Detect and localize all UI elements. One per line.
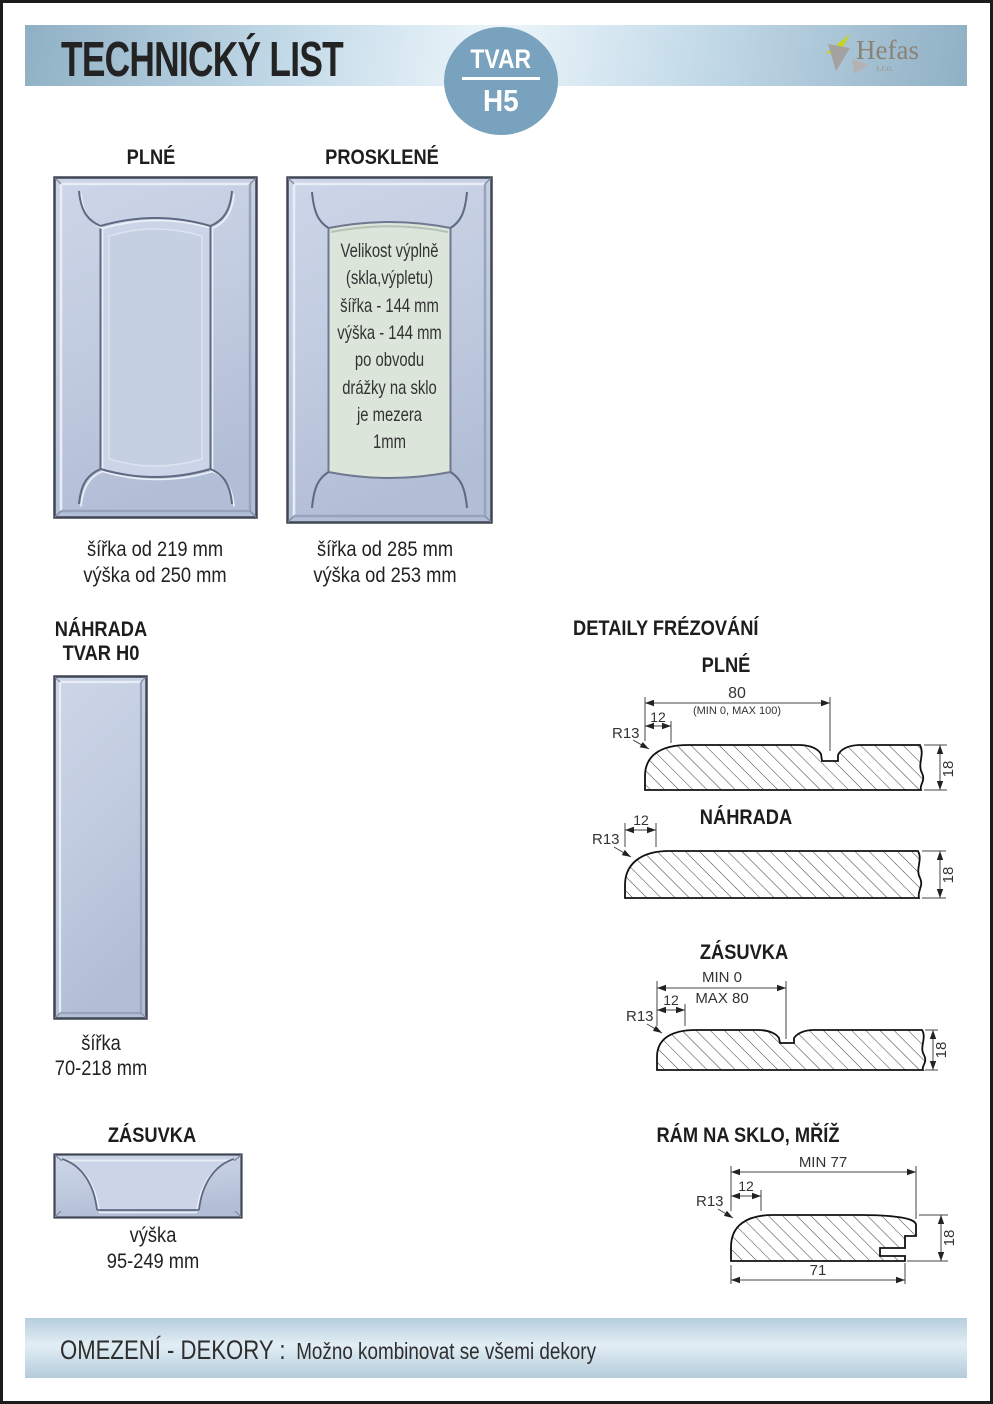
page-title: TECHNICKÝ LIST [61, 33, 343, 87]
label-profile-ram: RÁM NA SKLO, MŘÍŽ [656, 1123, 840, 1147]
dim-thickness: 18 [940, 866, 957, 884]
dim-left: 12 [738, 1178, 754, 1194]
caption-nahrada-dim-label: šířka [81, 1031, 121, 1055]
glass-line: po obvodu [354, 349, 425, 371]
milling-profile [645, 745, 923, 790]
milling-profile [731, 1215, 916, 1261]
badge-shape-label: TVAR [470, 43, 532, 74]
glass-line: je mezera [357, 404, 423, 426]
label-profile-zasuvka: ZÁSUVKA [699, 940, 789, 964]
dim-min: MIN 0 [701, 969, 743, 986]
dim-radius: R13 [592, 831, 620, 848]
badge-divider [462, 77, 540, 81]
zasuvka-front-illustration [53, 1153, 243, 1219]
logo-suffix: s.r.o. [876, 63, 894, 73]
footer-note: Možno kombinovat se všemi dekory [296, 1338, 597, 1364]
label-plne-door: PLNÉ [126, 145, 176, 169]
dim-left: 12 [650, 709, 666, 725]
hefas-logo [818, 27, 968, 99]
glass-line: výška - 144 mm [337, 322, 442, 344]
footer-text [60, 1335, 596, 1366]
dim-top: MIN 77 [798, 1154, 848, 1171]
caption-plne-height: výška od 250 mm [83, 563, 227, 587]
label-nahrada-line1: NÁHRADA [54, 617, 148, 641]
glass-line: drážky na sklo [342, 377, 437, 399]
dim-bottom: 71 [809, 1262, 827, 1279]
label-profile-plne: PLNÉ [701, 653, 751, 677]
dim-radius: R13 [696, 1193, 724, 1210]
dim-top: 80 [728, 685, 746, 702]
logo-name: Hefas [856, 35, 919, 65]
profile-ram-drawing [578, 1153, 978, 1293]
profile-nahrada-drawing [578, 801, 973, 906]
dim-top-note: (MIN 0, MAX 100) [692, 705, 782, 717]
dim-max: MAX 80 [695, 990, 749, 1007]
milling-profile [625, 851, 921, 898]
dim-radius: R13 [626, 1008, 654, 1025]
dim-left: 12 [633, 812, 649, 828]
caption-plne-width: šířka od 219 mm [86, 537, 224, 561]
label-profile-nahrada: NÁHRADA [699, 805, 793, 829]
logo-triangle-gray-large [828, 44, 850, 71]
glass-line: (skla,výpletu) [345, 267, 434, 289]
caption-prosklene-width: šířka od 285 mm [316, 537, 454, 561]
label-nahrada-line2: TVAR H0 [62, 641, 140, 665]
milling-profile [657, 1030, 925, 1070]
caption-prosklene-height: výška od 253 mm [313, 563, 457, 587]
caption-zasuvka-dim-range: 95-249 mm [106, 1249, 200, 1273]
glass-line: 1mm [373, 431, 406, 453]
profile-plne-drawing [598, 681, 988, 816]
footer-label: OMEZENÍ - DEKORY : [60, 1335, 286, 1365]
glass-line: šířka - 144 mm [340, 295, 439, 317]
dim-radius: R13 [612, 725, 640, 742]
dim-thickness: 18 [933, 1041, 950, 1059]
flat-panel [55, 677, 147, 1019]
heading-detaily-frezovani: DETAILY FRÉZOVÁNÍ [573, 616, 759, 640]
door-prosklene-illustration [286, 176, 493, 524]
dim-left: 12 [663, 992, 679, 1008]
label-zasuvka-front: ZÁSUVKA [107, 1123, 197, 1147]
dim-thickness: 18 [940, 760, 957, 778]
nahrada-panel-illustration [53, 675, 148, 1020]
shape-badge [444, 27, 558, 135]
profile-zasuvka-drawing [578, 941, 968, 1081]
label-prosklene-door: PROSKLENÉ [325, 145, 439, 169]
door-panel-field [109, 229, 202, 466]
dim-thickness: 18 [941, 1229, 958, 1247]
glass-line: Velikost výplně [340, 240, 439, 262]
badge-shape-code: H5 [483, 83, 519, 119]
caption-nahrada-dim-range: 70-218 mm [54, 1056, 148, 1080]
caption-zasuvka-dim-label: výška [129, 1223, 177, 1247]
door-plne-illustration [53, 176, 258, 519]
